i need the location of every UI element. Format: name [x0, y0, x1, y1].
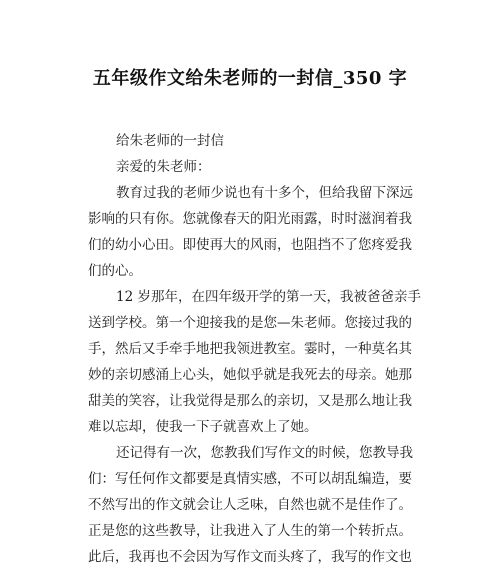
- text-line: 妙的亲切感涌上心头，她似乎就是我死去的母亲。她那: [88, 367, 412, 383]
- text-line: 送到学校。第一个迎接我的是您—朱老师。您接过我的: [88, 315, 412, 331]
- text-line: 给朱老师的一封信: [116, 133, 224, 149]
- text-line: 正是您的这些教导，让我进入了人生的第一个转折点。: [88, 523, 412, 539]
- text-line: 难以忘却，使我一下子就喜欢上了她。: [88, 419, 318, 435]
- text-line: 还记得有一次，您教我们写作文的时候，您教导我: [116, 445, 413, 461]
- text-line: 们的幼小心田。即使再大的风雨，也阻挡不了您疼爱我: [88, 237, 412, 253]
- text-line: 不然写出的作文就会让人乏味，自然也就不是佳作了。: [88, 497, 412, 513]
- text-line: 亲爱的朱老师：: [116, 159, 211, 175]
- text-line: 12 岁那年，在四年级开学的第一天，我被爸爸亲手: [116, 289, 421, 305]
- text-line: 甜美的笑容，让我觉得是那么的亲切，又是那么地让我: [88, 393, 412, 409]
- text-line: 影响的只有你。您就像春天的阳光雨露，时时滋润着我: [88, 211, 412, 227]
- text-line: 手，然后又手牵手地把我领进教室。霎时，一种莫名其: [88, 341, 412, 357]
- text-line: 教育过我的老师少说也有十多个，但给我留下深远: [116, 185, 413, 201]
- text-line: 们的心。: [88, 263, 142, 279]
- text-line: 们：写任何作文都要是真情实感，不可以胡乱编造，要: [88, 471, 412, 487]
- document-title: 五年级作文给朱老师的一封信_350 字: [92, 68, 408, 89]
- text-line: 此后，我再也不会因为写作文而头疼了，我写的作文也: [88, 549, 412, 565]
- letter-body: [88, 128, 421, 566]
